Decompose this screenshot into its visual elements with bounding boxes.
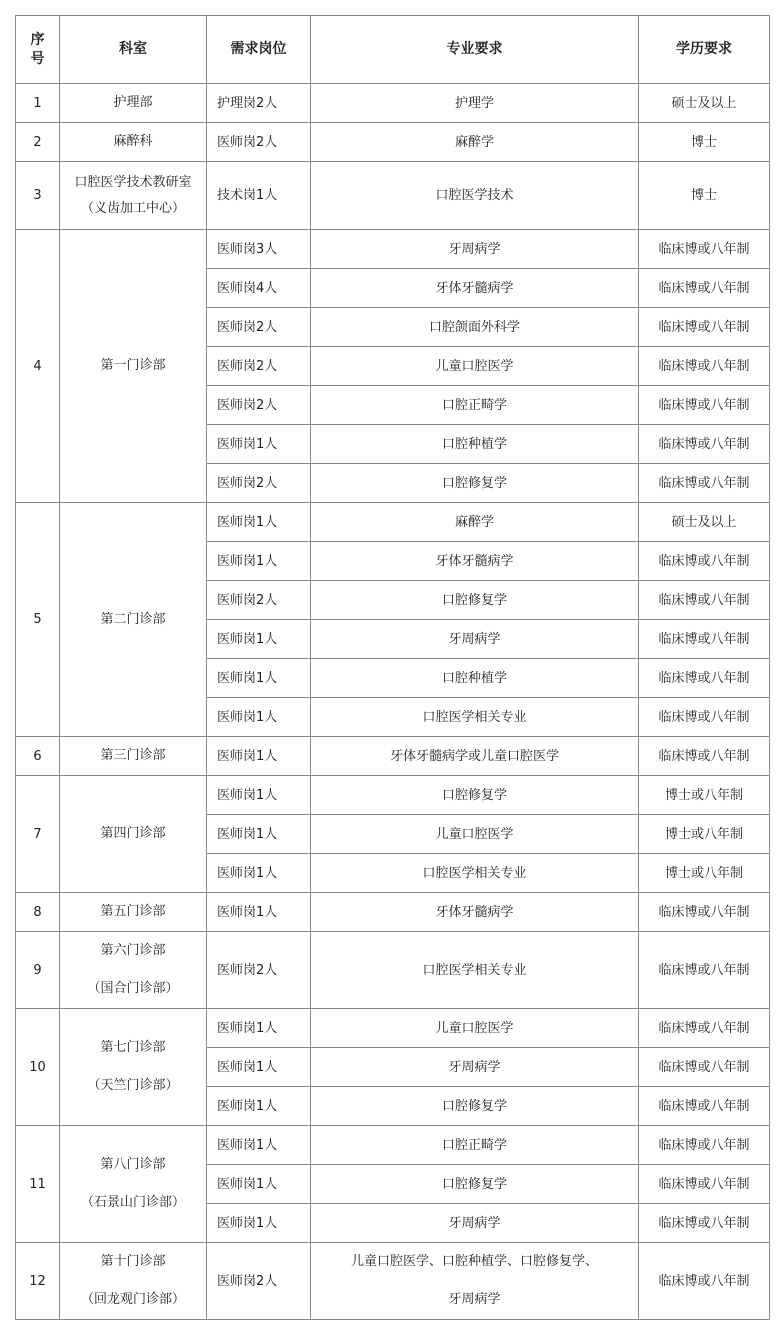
cell-position: 医师岗2人 <box>207 123 311 162</box>
cell-position: 医师岗2人 <box>207 932 311 1009</box>
cell-position: 医师岗1人 <box>207 1087 311 1126</box>
cell-education: 临床博或八年制 <box>639 464 770 503</box>
cell-position: 医师岗1人 <box>207 659 311 698</box>
cell-education: 临床博或八年制 <box>639 698 770 737</box>
dept-line: 护理部 <box>113 95 153 110</box>
header-seq-line1: 序 <box>30 31 45 48</box>
cell-dept <box>60 503 207 737</box>
cell-major: 口腔颌面外科学 <box>311 308 639 347</box>
cell-position: 医师岗1人 <box>207 620 311 659</box>
cell-seq: 6 <box>16 737 60 776</box>
cell-dept <box>60 1126 207 1243</box>
cell-seq: 5 <box>16 503 60 737</box>
cell-major: 牙体牙髓病学 <box>311 893 639 932</box>
dept-line: 第三门诊部 <box>100 748 166 763</box>
cell-position: 医师岗1人 <box>207 815 311 854</box>
cell-education: 临床博或八年制 <box>639 347 770 386</box>
cell-position: 医师岗2人 <box>207 386 311 425</box>
dept-line: 麻醉科 <box>113 134 153 149</box>
cell-major: 口腔正畸学 <box>311 1126 639 1165</box>
cell-education: 博士 <box>639 123 770 162</box>
cell-position: 医师岗1人 <box>207 893 311 932</box>
cell-position: 医师岗1人 <box>207 1126 311 1165</box>
cell-major: 牙周病学 <box>311 620 639 659</box>
cell-major: 口腔修复学 <box>311 581 639 620</box>
table-row <box>16 776 770 815</box>
table-row <box>16 84 770 123</box>
cell-education: 临床博或八年制 <box>639 1126 770 1165</box>
cell-seq: 4 <box>16 230 60 503</box>
cell-dept <box>60 776 207 893</box>
dept-line: （义齿加工中心） <box>80 200 185 216</box>
cell-dept <box>60 123 207 162</box>
cell-position: 医师岗1人 <box>207 854 311 893</box>
major-line: 牙周病学 <box>448 1292 501 1307</box>
header-position: 需求岗位 <box>207 16 311 84</box>
cell-major: 口腔修复学 <box>311 1087 639 1126</box>
cell-position: 医师岗2人 <box>207 308 311 347</box>
cell-position: 医师岗1人 <box>207 503 311 542</box>
cell-major: 儿童口腔医学 <box>311 1009 639 1048</box>
cell-position: 医师岗2人 <box>207 581 311 620</box>
cell-major: 牙周病学 <box>311 1204 639 1243</box>
cell-major: 口腔医学相关专业 <box>311 932 639 1009</box>
dept-line: 口腔医学技术教研室 <box>74 174 192 190</box>
cell-position: 医师岗1人 <box>207 1204 311 1243</box>
cell-education: 硕士及以上 <box>639 503 770 542</box>
cell-position: 技术岗1人 <box>207 162 311 230</box>
cell-dept <box>60 162 207 230</box>
major-line: 儿童口腔医学、口腔种植学、口腔修复学、 <box>350 1254 598 1269</box>
cell-major: 牙体牙髓病学或儿童口腔医学 <box>311 737 639 776</box>
dept-line: 第十门诊部 <box>100 1254 166 1269</box>
header-major: 专业要求 <box>311 16 639 84</box>
cell-education: 临床博或八年制 <box>639 1204 770 1243</box>
cell-seq: 10 <box>16 1009 60 1126</box>
cell-education: 临床博或八年制 <box>639 932 770 1009</box>
cell-education: 临床博或八年制 <box>639 230 770 269</box>
cell-major: 口腔修复学 <box>311 776 639 815</box>
cell-position: 医师岗1人 <box>207 1165 311 1204</box>
cell-seq: 3 <box>16 162 60 230</box>
header-dept: 科室 <box>60 16 207 84</box>
cell-seq: 1 <box>16 84 60 123</box>
cell-dept <box>60 84 207 123</box>
cell-dept <box>60 893 207 932</box>
cell-major: 口腔修复学 <box>311 1165 639 1204</box>
header-education: 学历要求 <box>639 16 770 84</box>
cell-major: 儿童口腔医学 <box>311 347 639 386</box>
cell-education: 临床博或八年制 <box>639 1048 770 1087</box>
cell-seq: 12 <box>16 1243 60 1320</box>
cell-position: 医师岗1人 <box>207 1009 311 1048</box>
cell-major: 牙周病学 <box>311 1048 639 1087</box>
cell-major: 麻醉学 <box>311 503 639 542</box>
cell-major: 口腔种植学 <box>311 425 639 464</box>
dept-line: （回龙观门诊部） <box>80 1292 185 1307</box>
cell-dept <box>60 737 207 776</box>
cell-education: 临床博或八年制 <box>639 581 770 620</box>
cell-education: 临床博或八年制 <box>639 737 770 776</box>
table-row <box>16 1009 770 1048</box>
cell-seq: 7 <box>16 776 60 893</box>
cell-education: 临床博或八年制 <box>639 386 770 425</box>
table-row <box>16 893 770 932</box>
table-row <box>16 123 770 162</box>
header-seq <box>16 16 60 84</box>
table-row <box>16 932 770 1009</box>
cell-major: 口腔医学技术 <box>311 162 639 230</box>
cell-position: 医师岗1人 <box>207 542 311 581</box>
cell-major: 口腔医学相关专业 <box>311 854 639 893</box>
cell-position: 医师岗1人 <box>207 776 311 815</box>
cell-education: 临床博或八年制 <box>639 1243 770 1320</box>
dept-line: 第五门诊部 <box>100 904 166 919</box>
table-body <box>16 84 770 1320</box>
cell-major: 口腔修复学 <box>311 464 639 503</box>
cell-major: 口腔正畸学 <box>311 386 639 425</box>
cell-education: 临床博或八年制 <box>639 542 770 581</box>
cell-position: 医师岗1人 <box>207 698 311 737</box>
cell-seq: 9 <box>16 932 60 1009</box>
cell-position: 医师岗1人 <box>207 425 311 464</box>
dept-line: 第一门诊部 <box>100 358 166 373</box>
table-row <box>16 737 770 776</box>
cell-major: 牙周病学 <box>311 230 639 269</box>
header-seq-line2: 号 <box>30 50 45 67</box>
cell-education: 临床博或八年制 <box>639 893 770 932</box>
cell-position: 医师岗1人 <box>207 737 311 776</box>
cell-major: 儿童口腔医学 <box>311 815 639 854</box>
cell-position: 医师岗2人 <box>207 347 311 386</box>
cell-dept <box>60 230 207 503</box>
cell-dept <box>60 932 207 1009</box>
cell-education: 临床博或八年制 <box>639 659 770 698</box>
cell-education: 临床博或八年制 <box>639 1009 770 1048</box>
cell-seq: 11 <box>16 1126 60 1243</box>
dept-line: （石景山门诊部） <box>80 1195 185 1210</box>
cell-position: 医师岗4人 <box>207 269 311 308</box>
dept-line: 第二门诊部 <box>100 611 166 627</box>
table-row <box>16 230 770 269</box>
table-row <box>16 1126 770 1165</box>
cell-education: 临床博或八年制 <box>639 1087 770 1126</box>
cell-education: 博士 <box>639 162 770 230</box>
cell-major: 麻醉学 <box>311 123 639 162</box>
cell-major: 口腔医学相关专业 <box>311 698 639 737</box>
cell-education: 硕士及以上 <box>639 84 770 123</box>
cell-seq: 8 <box>16 893 60 932</box>
dept-line: 第八门诊部 <box>100 1157 166 1172</box>
cell-dept <box>60 1009 207 1126</box>
cell-position: 医师岗3人 <box>207 230 311 269</box>
cell-seq: 2 <box>16 123 60 162</box>
dept-line: 第六门诊部 <box>100 943 166 958</box>
recruitment-table <box>15 15 770 1320</box>
dept-line: （国合门诊部） <box>87 981 179 996</box>
cell-education: 临床博或八年制 <box>639 620 770 659</box>
cell-major: 牙体牙髓病学 <box>311 542 639 581</box>
cell-major <box>311 1243 639 1320</box>
dept-line: （天竺门诊部） <box>87 1078 179 1093</box>
cell-education: 临床博或八年制 <box>639 1165 770 1204</box>
header-row <box>16 16 770 84</box>
table-row <box>16 1243 770 1320</box>
cell-position: 护理岗2人 <box>207 84 311 123</box>
cell-education: 临床博或八年制 <box>639 425 770 464</box>
cell-position: 医师岗2人 <box>207 1243 311 1320</box>
dept-line: 第四门诊部 <box>100 826 166 841</box>
cell-education: 博士或八年制 <box>639 854 770 893</box>
cell-position: 医师岗1人 <box>207 1048 311 1087</box>
cell-major: 牙体牙髓病学 <box>311 269 639 308</box>
cell-education: 临床博或八年制 <box>639 269 770 308</box>
cell-education: 博士或八年制 <box>639 776 770 815</box>
cell-position: 医师岗2人 <box>207 464 311 503</box>
dept-line: 第七门诊部 <box>100 1040 166 1055</box>
cell-dept <box>60 1243 207 1320</box>
table-row <box>16 503 770 542</box>
cell-education: 临床博或八年制 <box>639 308 770 347</box>
cell-major: 口腔种植学 <box>311 659 639 698</box>
table-row <box>16 162 770 230</box>
cell-major: 护理学 <box>311 84 639 123</box>
cell-education: 博士或八年制 <box>639 815 770 854</box>
